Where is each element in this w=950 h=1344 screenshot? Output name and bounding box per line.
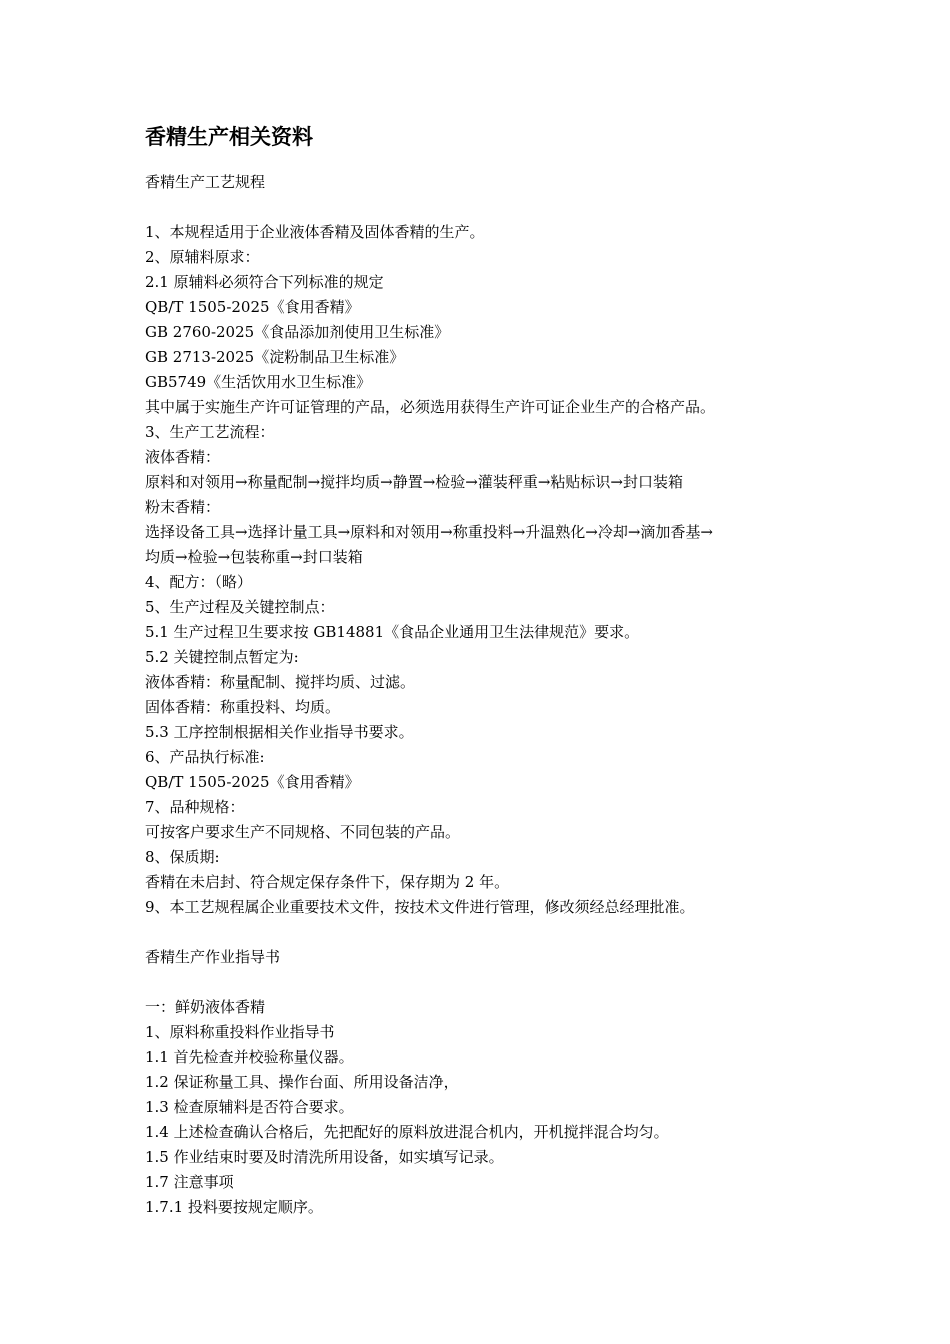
text-line: 1.4 上述检查确认合格后，先把配好的原料放进混合机内，开机搅拌混合均匀。 [145, 1123, 669, 1141]
text-line: GB 2713-2025《淀粉制品卫生标准》 [145, 348, 405, 366]
text-line: 一：鲜奶液体香精 [145, 998, 266, 1016]
text-line: 香精在未启封、符合规定保存条件下，保存期为 2 年。 [145, 873, 510, 891]
text-line: 5.1 生产过程卫生要求按 GB14881《食品企业通用卫生法律规范》要求。 [145, 623, 640, 641]
text-line: 7、品种规格： [145, 798, 245, 816]
text-line: 选择设备工具→选择计量工具→原料和对领用→称重投料→升温熟化→冷却→滴加香基→ [145, 523, 713, 541]
text-line: 原料和对领用→称量配制→搅拌均质→静置→检验→灌装秤重→粘贴标识→封口装箱 [145, 473, 683, 491]
text-line: 3、生产工艺流程： [145, 423, 275, 441]
section-process-spec-body [145, 220, 825, 920]
text-line: 1、原料称重投料作业指导书 [145, 1023, 335, 1041]
text-line: 1.7.1 投料要按规定顺序。 [145, 1198, 323, 1216]
text-line: 9、本工艺规程属企业重要技术文件，按技术文件进行管理，修改须经总经理批准。 [145, 898, 695, 916]
text-line: 5、生产过程及关键控制点： [145, 598, 335, 616]
document-body [145, 120, 825, 1220]
text-line: 6、产品执行标准: [145, 748, 265, 766]
text-line: 固体香精：称重投料、均质。 [145, 698, 341, 716]
text-line: 粉末香精： [145, 498, 221, 516]
blank-line [145, 920, 825, 945]
blank-line [145, 195, 825, 220]
text-line: GB5749《生活饮用水卫生标准》 [145, 373, 372, 391]
text-line: GB 2760-2025《食品添加剂使用卫生标准》 [145, 323, 450, 341]
section-work-instruction-body [145, 995, 825, 1220]
text-line: 均质→检验→包装称重→封口装箱 [145, 548, 363, 566]
section-heading-work-instruction: 香精生产作业指导书 [145, 948, 281, 966]
text-line: 1.7 注意事项 [145, 1173, 234, 1191]
text-line: 4、配方：（略） [145, 573, 253, 591]
text-line: 液体香精：称量配制、搅拌均质、过滤。 [145, 673, 416, 691]
text-line: 1.3 检查原辅料是否符合要求。 [145, 1098, 354, 1116]
text-line: 2.1 原辅料必须符合下列标准的规定 [145, 273, 384, 291]
text-line: 液体香精： [145, 448, 221, 466]
text-line: 2、原辅料原求： [145, 248, 260, 266]
text-line: 其中属于实施生产许可证管理的产品，必须选用获得生产许可证企业生产的合格产品。 [145, 398, 716, 416]
text-line: 8、保质期: [145, 848, 220, 866]
text-line: QB/T 1505-2025《食用香精》 [145, 773, 360, 791]
text-line: 1、本规程适用于企业液体香精及固体香精的生产。 [145, 223, 485, 241]
text-line: 1.5 作业结束时要及时清洗所用设备，如实填写记录。 [145, 1148, 504, 1166]
document-title: 香精生产相关资料 [145, 125, 313, 149]
text-line: 5.2 关键控制点暂定为: [145, 648, 299, 666]
text-line: 可按客户要求生产不同规格、不同包装的产品。 [145, 823, 461, 841]
blank-line [145, 970, 825, 995]
text-line: QB/T 1505-2025《食用香精》 [145, 298, 360, 316]
text-line: 1.1 首先检查并校验称量仪器。 [145, 1048, 354, 1066]
section-heading-process-spec: 香精生产工艺规程 [145, 173, 266, 191]
text-line: 1.2 保证称量工具、操作台面、所用设备洁净， [145, 1073, 459, 1091]
text-line: 5.3 工序控制根据相关作业指导书要求。 [145, 723, 414, 741]
